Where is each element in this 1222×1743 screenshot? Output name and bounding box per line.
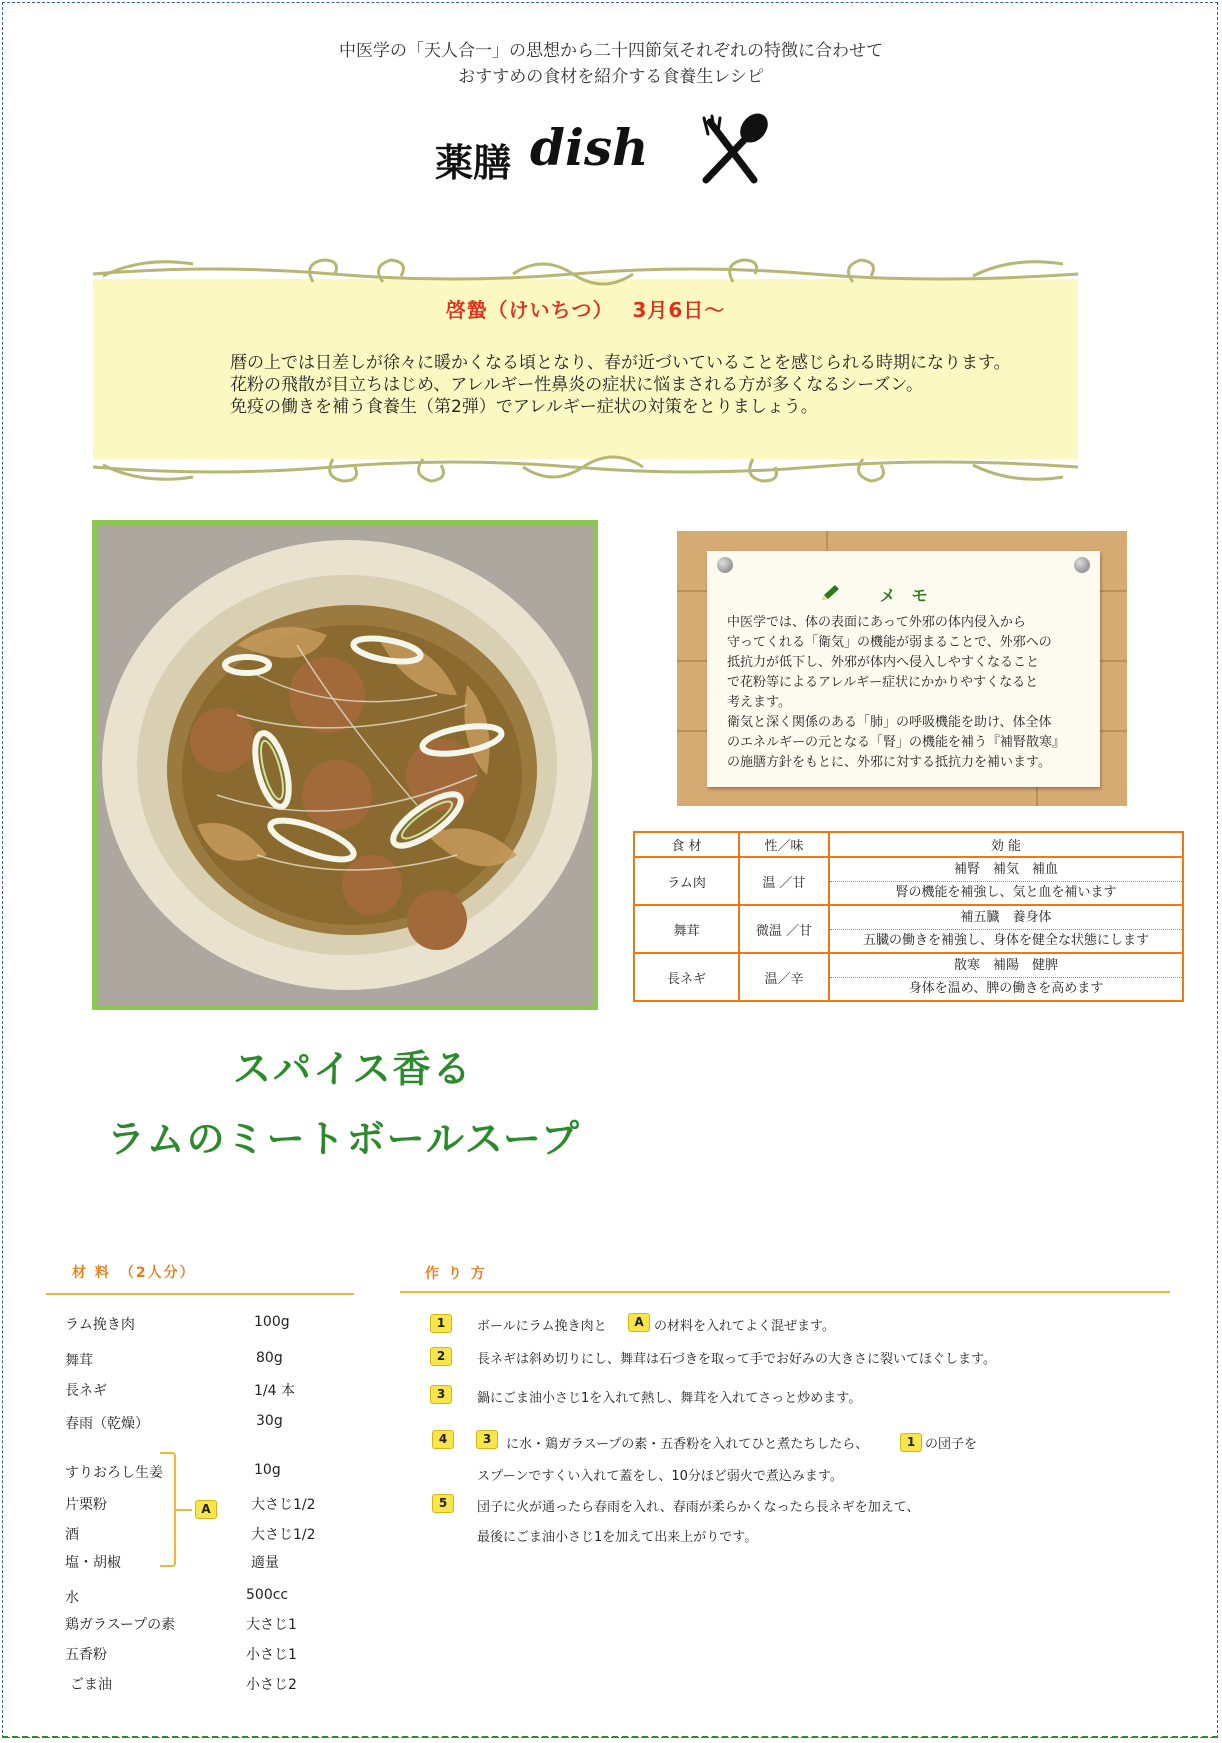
effect-terms: 補五臓 養身体 <box>830 906 1182 930</box>
memo-line: で花粉等によるアレルギー症状にかかりやすくなると <box>727 675 1039 690</box>
step-ref-a: A <box>628 1313 650 1332</box>
step-text: に水・鶏ガラスープの素・五香粉を入れてひと煮たちしたら、 <box>506 1437 869 1452</box>
season-line-3: 免疫の働きを補う食養生（第2弾）でアレルギー症状の対策をとりましょう。 <box>230 397 818 417</box>
header-food: 食 材 <box>634 832 739 857</box>
brand-dish: dish <box>530 118 649 177</box>
ingredient-name: 春雨（乾燥） <box>65 1416 149 1432</box>
cell-effect <box>829 953 1183 1001</box>
ingredient-name: 鶏ガラスープの素 <box>65 1617 176 1633</box>
memo-body <box>727 613 1092 773</box>
header-effect: 効 能 <box>829 832 1183 857</box>
ingredient-amount: 小さじ1 <box>246 1647 297 1663</box>
ingredient-name: 酒 <box>65 1527 79 1543</box>
season-banner <box>93 244 1078 494</box>
cell-food: 長ネギ <box>634 953 739 1001</box>
table-header-row <box>634 832 1183 857</box>
cell-food: ラム肉 <box>634 857 739 905</box>
season-line-1: 暦の上では日差しが徐々に暖かくなる頃となり、春が近づいていることを感じられる時期になります。 <box>230 353 1011 373</box>
memo-line: 抵抗力が低下し、外邪が体内へ侵入しやすくなること <box>727 655 1040 670</box>
intro-line-1: 中医学の「天人合一」の思想から二十四節気それぞれの特徴に合わせて <box>339 41 883 61</box>
method-heading: 作 り 方 <box>425 1266 487 1282</box>
season-title: 啓蟄（けいちつ） 3月6日～ <box>445 298 726 322</box>
table-row <box>634 857 1183 905</box>
cell-effect <box>829 905 1183 953</box>
ingredient-name: すりおろし生姜 <box>65 1465 163 1481</box>
cell-nature: 温／辛 <box>739 953 829 1001</box>
ingredient-amount: 小さじ2 <box>246 1677 297 1693</box>
group-bracket <box>160 1452 176 1567</box>
effect-terms: 補腎 補気 補血 <box>830 858 1182 882</box>
ingredient-effects-table <box>633 831 1184 1002</box>
dish-photo <box>92 520 598 1010</box>
ingredient-name: 長ネギ <box>65 1383 107 1399</box>
cell-nature: 微温 ／甘 <box>739 905 829 953</box>
memo-paper <box>707 551 1100 787</box>
memo-board <box>677 531 1127 806</box>
effect-description: 身体を温め、脾の働きを高めます <box>908 981 1104 996</box>
ingredient-amount: 80g <box>256 1350 283 1366</box>
ingredient-amount: 1/4 本 <box>254 1383 295 1399</box>
ingredient-amount: 30g <box>256 1413 283 1429</box>
ingredient-amount: 大さじ1/2 <box>251 1527 316 1543</box>
ingredient-name: 五香粉 <box>65 1647 107 1663</box>
ingredient-amount: 100g <box>254 1314 290 1330</box>
memo-line: 考えます。 <box>727 695 791 710</box>
memo-line: の施膳方針をもとに、外邪に対する抵抗力を補います。 <box>727 755 1051 770</box>
ingredient-amount: 大さじ1/2 <box>251 1497 316 1513</box>
table-row <box>634 905 1183 953</box>
memo-line: 守ってくれる「衛気」の機能が弱まることで、外邪への <box>727 635 1052 650</box>
effect-description: 五臓の働きを補強し、身体を健全な状態にします <box>862 933 1149 948</box>
effect-description: 腎の機能を補強し、気と血を補います <box>895 885 1117 900</box>
step-number-4: 4 <box>432 1430 454 1449</box>
step-text: 団子に火が通ったら春雨を入れ、春雨が柔らかくなったら長ネギを加えて、 <box>477 1500 920 1515</box>
cell-effect <box>829 857 1183 905</box>
header-nature: 性／味 <box>739 832 829 857</box>
ingredient-name: ラム挽き肉 <box>65 1317 135 1333</box>
step-number-2: 2 <box>430 1347 452 1366</box>
step-number-1: 1 <box>430 1314 452 1333</box>
ingredient-amount: 適量 <box>251 1555 279 1571</box>
step-text: 最後にごま油小さじ1を加えて出来上がりです。 <box>477 1530 758 1545</box>
group-bracket-tick <box>176 1509 192 1511</box>
ingredient-amount: 500cc <box>246 1587 289 1603</box>
ingredient-name: ごま油 <box>70 1677 112 1693</box>
group-badge-a: A <box>195 1500 217 1519</box>
step-number-3: 3 <box>430 1385 452 1404</box>
scroll-ornament-top <box>93 254 1078 294</box>
step-text: スプーンですくい入れて蓋をし、10分ほど弱火で煮込みます。 <box>477 1469 843 1484</box>
step-text: の団子を <box>925 1437 978 1452</box>
brand-logo <box>430 110 790 190</box>
ingredient-name: 片栗粉 <box>65 1497 107 1513</box>
intro-line-2: おすすめの食材を紹介する食養生レシピ <box>458 67 764 87</box>
ingredient-amount: 10g <box>254 1462 281 1478</box>
season-body <box>230 352 1050 418</box>
table-row <box>634 953 1183 1001</box>
step-text: の材料を入れてよく混ぜます。 <box>654 1319 835 1334</box>
effect-terms: 散寒 補陽 健脾 <box>830 954 1182 978</box>
cell-food: 舞茸 <box>634 905 739 953</box>
dish-title-line-2: ラムのミートボールスープ <box>107 1117 581 1161</box>
intro-text <box>0 38 1222 90</box>
memo-line: 中医学では、体の表面にあって外邪の体内侵入から <box>727 615 1026 630</box>
memo-line: のエネルギーの元となる「腎」の機能を補う『補腎散寒』 <box>727 735 1066 750</box>
season-line-2: 花粉の飛散が目立ちはじめ、アレルギー性鼻炎の症状に悩まされる方が多くなるシーズン。 <box>230 375 924 395</box>
memo-title: メ モ <box>879 586 928 605</box>
method-underline <box>400 1291 1170 1293</box>
dish-title-line-1: スパイス香る <box>233 1047 473 1091</box>
cell-nature: 温 ／甘 <box>739 857 829 905</box>
ingredient-name: 舞茸 <box>65 1353 93 1369</box>
step-ref-1: 1 <box>900 1433 922 1452</box>
step-number-5: 5 <box>432 1494 454 1513</box>
ingredients-underline <box>46 1293 354 1295</box>
ingredient-amount: 大さじ1 <box>246 1617 297 1633</box>
ingredients-heading: 材 料 （2人分） <box>72 1265 196 1281</box>
step-text: ボールにラム挽き肉と <box>477 1319 607 1334</box>
step-ref-3: 3 <box>476 1430 498 1449</box>
step-text: 鍋にごま油小さじ1を入れて熱し、舞茸を入れてさっと炒めます。 <box>477 1391 862 1406</box>
pin-icon <box>717 557 733 573</box>
pin-icon <box>1074 557 1090 573</box>
page-bottom-line <box>2 1736 1218 1739</box>
dish-photo-illustration <box>97 525 593 1005</box>
fork-spoon-icon <box>692 110 772 190</box>
ingredient-name: 塩・胡椒 <box>65 1555 121 1571</box>
scroll-ornament-bottom <box>93 449 1078 489</box>
brand-jp: 薬膳 <box>435 141 512 185</box>
memo-line: 衛気と深く関係のある「肺」の呼吸機能を助け、体全体 <box>727 715 1052 730</box>
ingredient-name: 水 <box>65 1590 79 1606</box>
step-text: 長ネギは斜め切りにし、舞茸は石づきを取って手でお好みの大きさに裂いてほぐします。 <box>477 1352 996 1367</box>
